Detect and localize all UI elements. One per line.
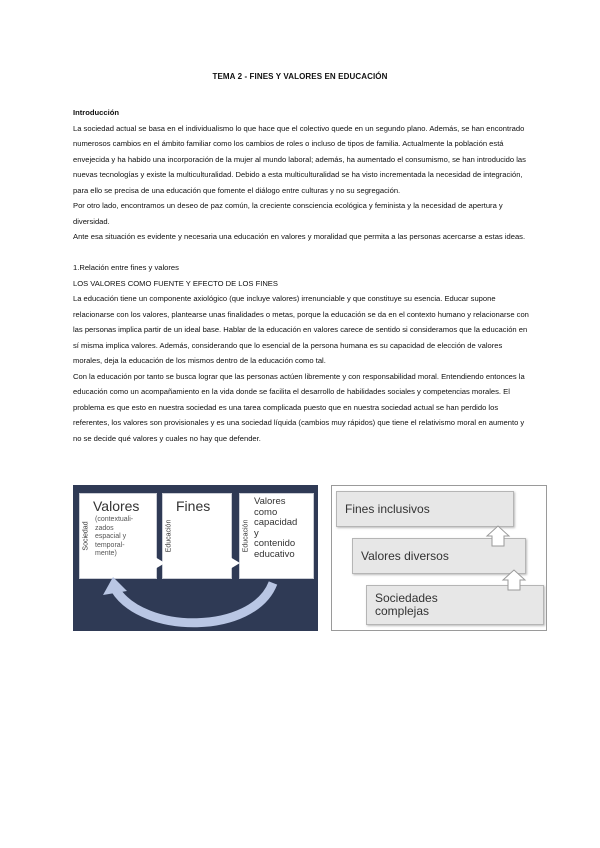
paragraph-gap <box>73 245 531 261</box>
values-ends-cycle-diagram <box>73 485 318 631</box>
step-inclusive-ends: Fines inclusivos <box>336 491 514 527</box>
values-subtext: (contextuali- zados espacial y temporal- mente) <box>95 516 134 557</box>
step-diverse-values: Valores diversos <box>352 538 526 574</box>
education-side-label-2: Educación <box>242 519 250 553</box>
cycle-arrows <box>73 485 318 631</box>
values-title: Valores <box>93 498 140 514</box>
right-arrow-1 <box>155 557 165 569</box>
intro-heading: Introducción <box>73 108 119 117</box>
section1-heading: 1.Relación entre fines y valores <box>73 263 179 272</box>
section1-subheading: LOS VALORES COMO FUENTE Y EFECTO DE LOS FINES <box>73 278 278 288</box>
education-side-label-1: Educación <box>165 519 173 553</box>
intro-paragraph-3: Ante esa situación es evidente y necesaria una educación en valores y moralidad que permita a las personas acercarse a estas ideas. <box>73 232 526 241</box>
right-arrow-2 <box>230 557 240 569</box>
return-arrow-curve <box>115 583 273 623</box>
ends-steps-diagram <box>331 485 547 631</box>
values-capacity-text: Valores como capacidad y contenido educativo <box>254 496 298 560</box>
step-complex-societies: Sociedades complejas <box>366 585 544 625</box>
document-title: TEMA 2 - FINES Y VALORES EN EDUCACIÓN <box>212 72 388 81</box>
up-arrow-2 <box>503 570 525 590</box>
section1-paragraph-2: Con la educación por tanto se busca lograr que las personas actúen libremente y con responsabilidad moral. Entendiendo entonces la educación como un acompañamiento en la vida donde se facilita el desarrollo de habilidades sociales y competencias morales. El problema es que esto en nuestra sociedad es una tarea complicada puesto que en nuestra sociedad actual se han perdido los referentes, los valores son provisionales y es una sociedad líquida (cambios muy rápidos) que tiene el relativismo moral en aumento y no se decide qué valores y cuales no hay que defender. <box>73 371 525 443</box>
section1-paragraph-1: La educación tiene un componente axiológico (que incluye valores) irrenunciable y que constituye su esencia. Educar supone relacionarse con los valores, plantearse unas finalidades o metas, porque la educación se da en el contexto humano y relacionarse con las personas implica partir de un ideal base. Hablar de la educación en valores carece de sentido si consideramos que la educación en sí misma implica valores. Además, considerando que lo esencial de la persona humana es su capacidad de elección de valores morales, deja la educación de los mismos dentro de la educación como tal. <box>73 294 529 365</box>
up-arrow-1 <box>487 526 509 546</box>
intro-paragraph-1: La sociedad actual se basa en el individualismo lo que hace que el colectivo quede en un segundo plano. Además, se han encontrado numerosos cambios en el ámbito familiar como los cambios de roles o incluso de tipos de familia. Actualmente la población está envejecida y ha habido una incorporación de la mujer al mundo laboral; además, ha aumentado el consumismo, se han introducido las nuevas tecnologías y existe la multiculturalidad. Debido a esta multiculturalidad se ha visto incrementada la necesidad de integración, para ello se precisa de una educación que fomente el diálogo entre culturas y no su segregación. <box>73 123 526 195</box>
society-side-label: Sociedad <box>82 521 90 551</box>
step-arrows <box>332 486 546 630</box>
intro-paragraph-2: Por otro lado, encontramos un deseo de paz común, la creciente consciencia ecológica y feminista y la necesidad de apertura y diversidad. <box>73 201 503 226</box>
return-arrow-head <box>103 577 127 595</box>
document-body <box>73 105 531 446</box>
ends-title: Fines <box>176 498 211 514</box>
